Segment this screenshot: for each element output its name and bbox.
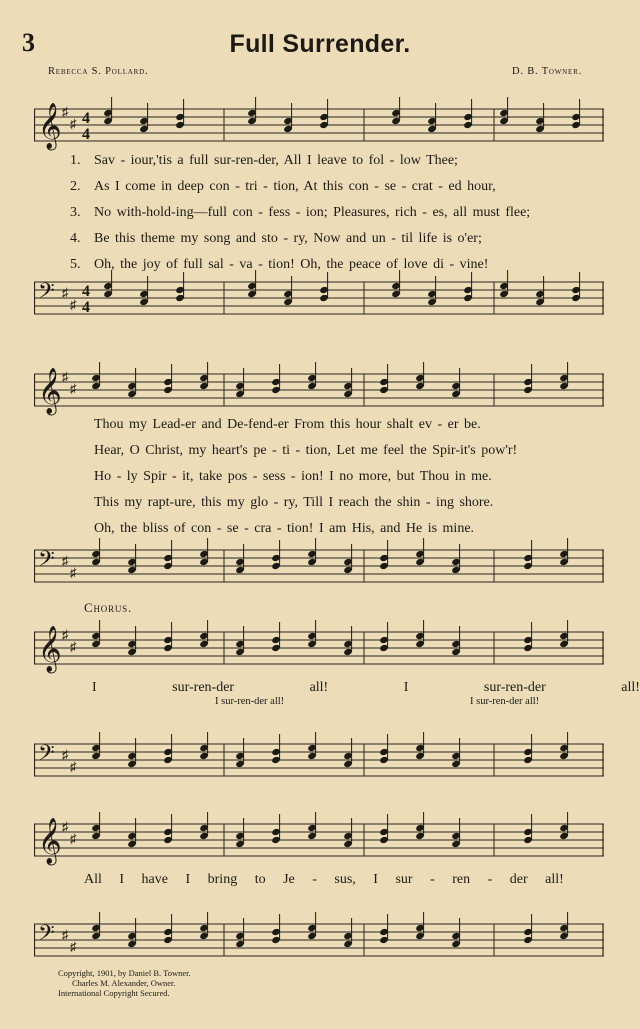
treble-staff-drawing (34, 812, 604, 868)
time-signature-digit: 4 (82, 299, 90, 316)
sharp-icon: ♯ (62, 369, 69, 384)
page-number: 3 (22, 28, 35, 57)
composer-credit: D. B. Towner. (512, 66, 582, 77)
sharp-icon: ♯ (62, 819, 69, 834)
sharp-icon: ♯ (62, 927, 69, 942)
bass-staff-drawing (34, 270, 604, 326)
treble-clef-icon: 𝄞 (38, 368, 62, 414)
bass-staff-drawing (34, 912, 604, 968)
copyright-line: Copyright, 1901, by Daniel B. Towner. (58, 968, 191, 978)
sharp-icon: ♯ (70, 939, 77, 954)
treble-clef-icon: 𝄞 (38, 818, 62, 864)
bass-clef-icon: 𝄢 (38, 921, 55, 951)
verse-3-line-1: 3. No with-hold-ing—full con - fess - ion; Pleasures, rich - es, all must flee; (70, 205, 531, 220)
sharp-icon: ♯ (70, 297, 77, 312)
sharp-icon: ♯ (62, 747, 69, 762)
treble-staff-drawing (34, 362, 604, 418)
verse-2-line-2: Hear, O Christ, my heart's pe - ti - tion, Let me feel the Spir-it's pow'r! (94, 443, 518, 458)
sharp-icon: ♯ (62, 553, 69, 568)
bass-staff (34, 912, 604, 954)
sharp-icon: ♯ (70, 565, 77, 580)
hymn-title: Full Surrender. (229, 30, 411, 58)
sharp-icon: ♯ (62, 104, 69, 119)
treble-staff (34, 97, 604, 149)
copyright-line: Charles M. Alexander, Owner. (72, 978, 176, 988)
verse-1-line-2: Thou my Lead-er and De-fend-er From this hour shalt ev - er be. (94, 417, 481, 432)
time-signature-digit: 4 (82, 126, 90, 143)
bass-staff (34, 732, 604, 774)
treble-staff-drawing (34, 620, 604, 676)
sharp-icon: ♯ (70, 759, 77, 774)
chorus-echo-1: I sur-ren-der all! (215, 696, 285, 707)
treble-staff (34, 362, 604, 414)
verse-4-line-1: 4. Be this theme my song and sto - ry, Now and un - til life is o'er; (70, 231, 482, 246)
sharp-icon: ♯ (70, 381, 77, 396)
sharp-icon: ♯ (62, 627, 69, 642)
treble-clef-icon: 𝄞 (38, 103, 62, 149)
sharp-icon: ♯ (70, 831, 77, 846)
verse-4-line-2: This my rapt-ure, this my glo - ry, Till I reach the shin - ing shore. (94, 495, 494, 510)
sharp-icon: ♯ (70, 116, 77, 131)
verse-3-line-2: Ho - ly Spir - it, take pos - sess - ion! I no more, but Thou in me. (94, 469, 492, 484)
chorus-lyric-1: I sur-ren-der all! I sur-ren-der all! (92, 680, 640, 695)
bass-clef-icon: 𝄢 (38, 547, 55, 577)
copyright-notice (58, 968, 191, 998)
bass-staff-drawing (34, 538, 604, 594)
bass-clef-icon: 𝄢 (38, 279, 55, 309)
time-signature-digit: 4 (82, 110, 90, 127)
copyright-line: International Copyright Secured. (58, 988, 170, 998)
bass-staff (34, 270, 604, 316)
verse-1-line-1: 1. Sav - iour,'tis a full sur-ren-der, All I leave to fol - low Thee; (70, 153, 458, 168)
verse-5-line-2: Oh, the bliss of con - se - cra - tion! I am His, and He is mine. (94, 521, 475, 536)
verse-lyrics-line-2 (70, 412, 600, 542)
sharp-icon: ♯ (70, 639, 77, 654)
lyricist-credit: Rebecca S. Pollard. (48, 66, 149, 77)
time-signature-digit: 4 (82, 283, 90, 300)
chorus-echo-2: I sur-ren-der all! (470, 696, 540, 707)
verse-5-line-1: 5. Oh, the joy of full sal - va - tion! Oh, the peace of love di - vine! (70, 257, 489, 272)
bass-staff-drawing (34, 732, 604, 788)
treble-staff (34, 812, 604, 864)
chorus-lyric-2: All I have I bring to Je - sus, I sur - ren - der all! (84, 872, 564, 887)
treble-clef-icon: 𝄞 (38, 626, 62, 672)
chorus-label: Chorus. (84, 600, 133, 615)
bass-clef-icon: 𝄢 (38, 741, 55, 771)
treble-staff (34, 620, 604, 672)
bass-staff (34, 538, 604, 580)
sharp-icon: ♯ (62, 285, 69, 300)
verse-lyrics-line-1 (70, 148, 600, 278)
treble-staff-drawing (34, 97, 604, 153)
verse-2-line-1: 2. As I come in deep con - tri - tion, At this con - se - crat - ed hour, (70, 179, 496, 194)
